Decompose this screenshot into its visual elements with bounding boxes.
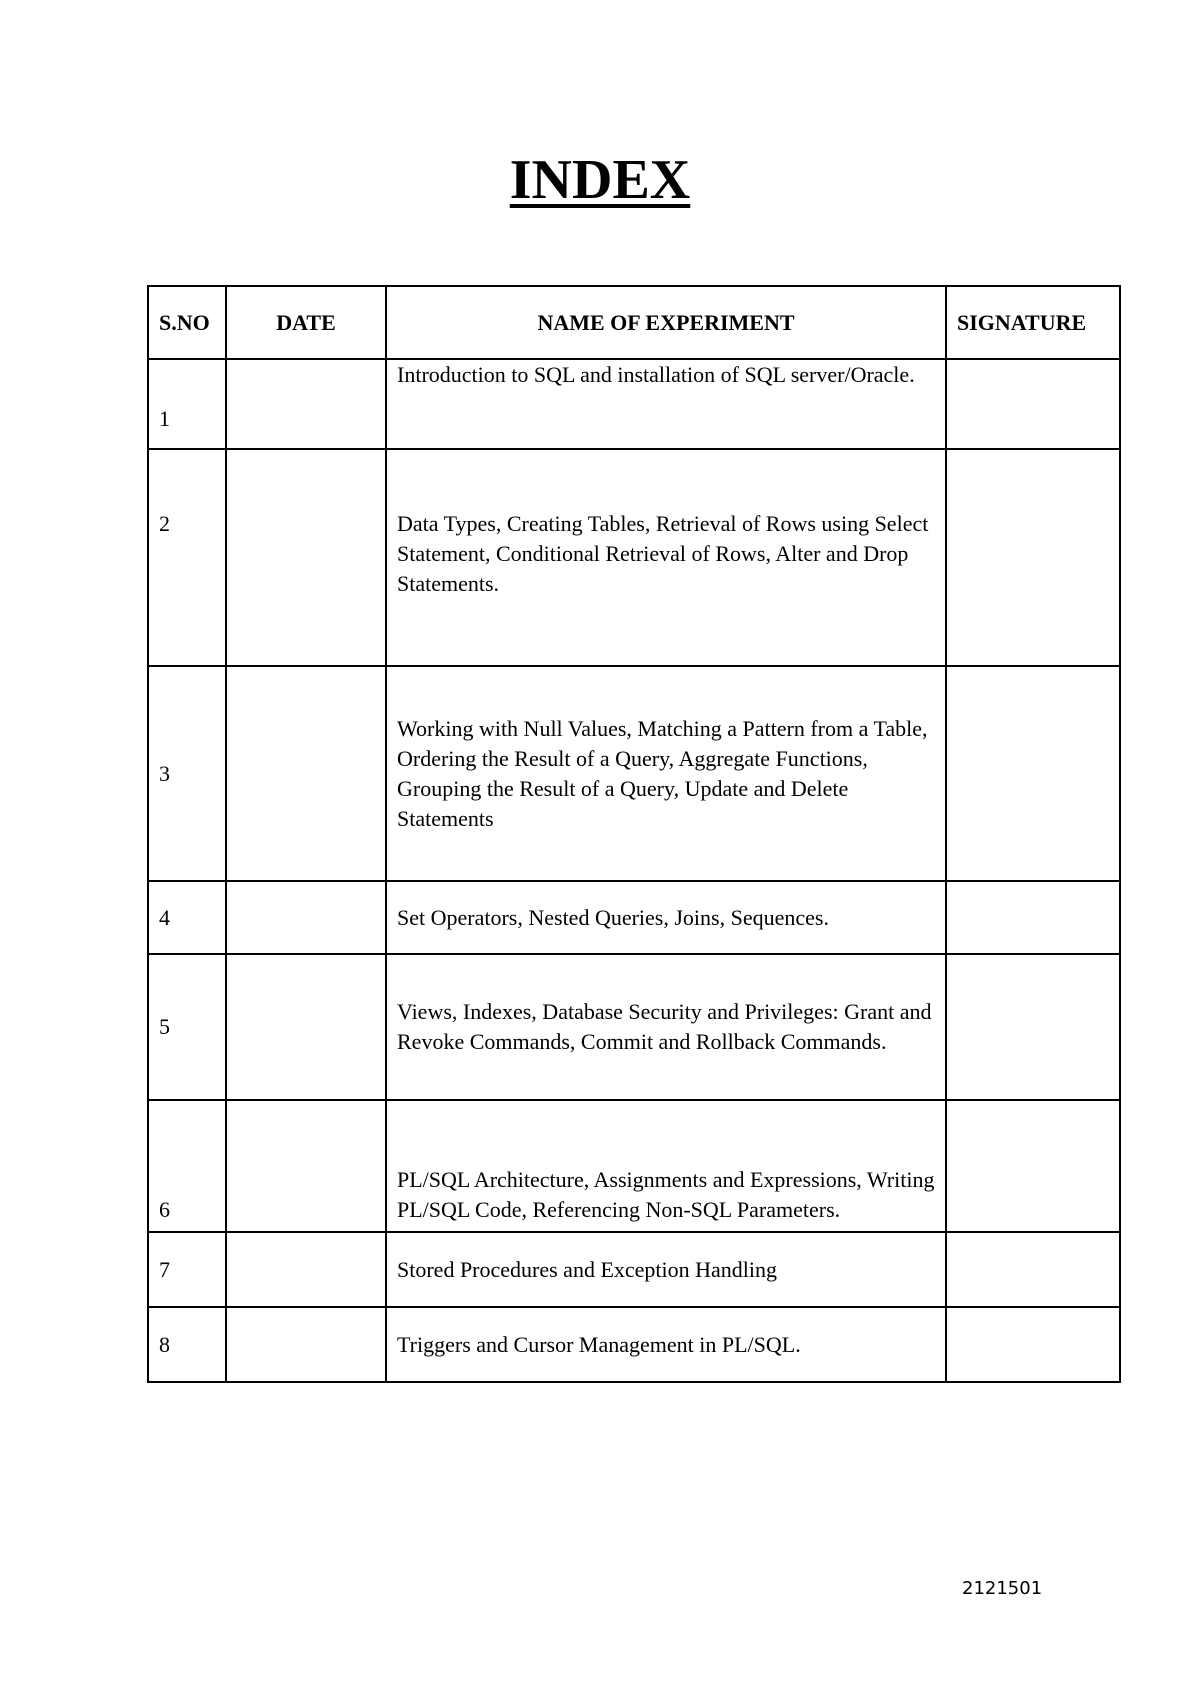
table-row	[148, 449, 1120, 666]
row-signature	[946, 881, 1120, 954]
row-experiment-name: Data Types, Creating Tables, Retrieval of Rows using Select Statement, Conditional Retrieval of Rows, Alter and Drop Statements.	[386, 449, 946, 666]
row-experiment-name: Working with Null Values, Matching a Pattern from a Table, Ordering the Result of a Query, Aggregate Functions, Grouping the Result of a Query, Update and Delete Statements	[386, 666, 946, 881]
row-experiment-name: Stored Procedures and Exception Handling	[386, 1232, 946, 1307]
page-title-text: INDEX	[509, 149, 691, 211]
row-experiment-name: Views, Indexes, Database Security and Privileges: Grant and Revoke Commands, Commit and Rollback Commands.	[386, 954, 946, 1100]
row-sno: 5	[148, 954, 226, 1100]
header-name-of-experiment: NAME OF EXPERIMENT	[386, 286, 946, 359]
row-signature	[946, 954, 1120, 1100]
header-date: DATE	[226, 286, 386, 359]
footer-id: 2121501	[962, 1578, 1043, 1599]
row-date	[226, 359, 386, 449]
row-sno: 7	[148, 1232, 226, 1307]
row-signature	[946, 666, 1120, 881]
table-row	[148, 1232, 1120, 1307]
table-row	[148, 954, 1120, 1100]
table-row	[148, 1307, 1120, 1382]
row-date	[226, 1307, 386, 1382]
row-experiment-name: PL/SQL Architecture, Assignments and Expressions, Writing PL/SQL Code, Referencing Non-SQL Parameters.	[386, 1100, 946, 1232]
row-signature	[946, 449, 1120, 666]
header-signature: SIGNATURE	[946, 286, 1120, 359]
row-sno: 1	[148, 359, 226, 449]
table-row	[148, 359, 1120, 449]
row-experiment-name: Triggers and Cursor Management in PL/SQL.	[386, 1307, 946, 1382]
row-date	[226, 954, 386, 1100]
row-signature	[946, 359, 1120, 449]
row-signature	[946, 1100, 1120, 1232]
table-header-row	[148, 286, 1120, 359]
row-date	[226, 1100, 386, 1232]
row-date	[226, 1232, 386, 1307]
table-row	[148, 666, 1120, 881]
row-signature	[946, 1232, 1120, 1307]
row-sno: 8	[148, 1307, 226, 1382]
row-date	[226, 449, 386, 666]
table-row	[148, 1100, 1120, 1232]
row-sno: 4	[148, 881, 226, 954]
page-title	[0, 150, 1200, 210]
row-signature	[946, 1307, 1120, 1382]
row-sno: 3	[148, 666, 226, 881]
row-date	[226, 881, 386, 954]
row-sno: 2	[148, 449, 226, 666]
table-row	[148, 881, 1120, 954]
row-experiment-name: Introduction to SQL and installation of SQL server/Oracle.	[386, 359, 946, 449]
row-sno: 6	[148, 1100, 226, 1232]
header-sno: S.NO	[148, 286, 226, 359]
row-date	[226, 666, 386, 881]
row-experiment-name: Set Operators, Nested Queries, Joins, Sequences.	[386, 881, 946, 954]
index-table	[147, 285, 1121, 1383]
